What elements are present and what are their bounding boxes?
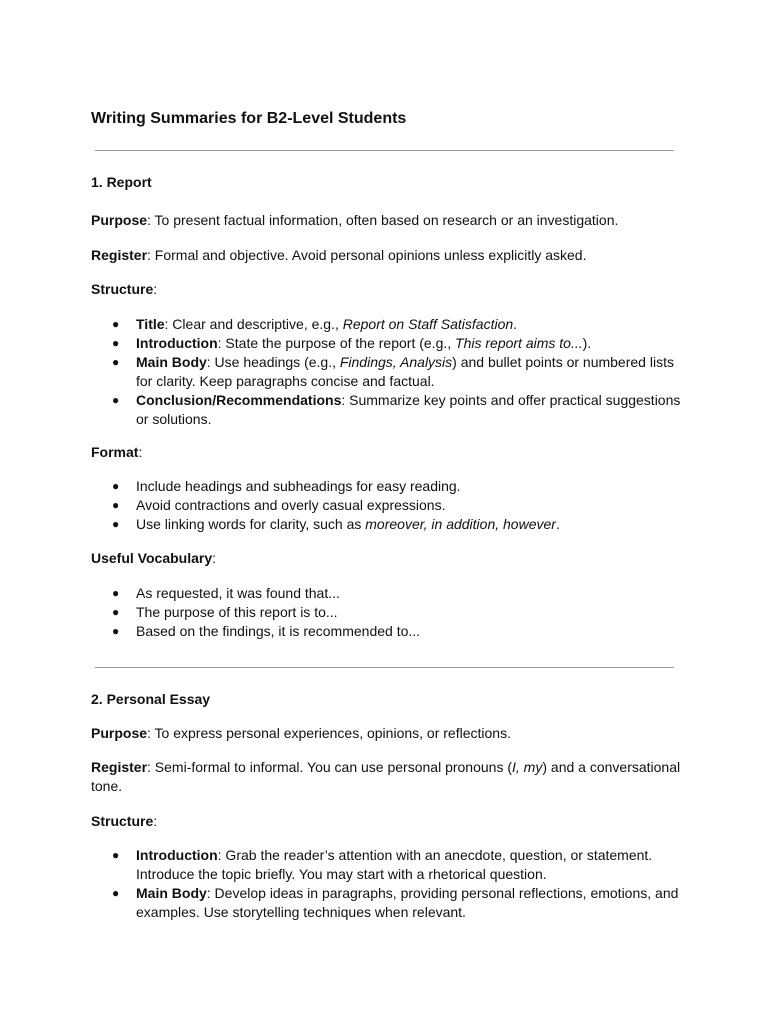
- list-item: ● Title: Clear and descriptive, e.g., Report on Staff Satisfaction.: [112, 316, 518, 332]
- list-item: ● Based on the findings, it is recommended to...: [112, 623, 421, 639]
- format-label: Format: [91, 444, 139, 460]
- list-item: ● Conclusion/Recommendations: Summarize key points and offer practical suggestions or solutions.: [112, 392, 681, 427]
- structure-label: Structure: [91, 281, 154, 297]
- purpose-label: Purpose: [91, 212, 148, 228]
- report-structure-heading: Structure:: [91, 281, 158, 297]
- register-text: : Formal and objective. Avoid personal opinions unless explicitly asked.: [147, 247, 587, 263]
- bullet-icon: ●: [112, 586, 120, 600]
- bullet-icon: ●: [112, 886, 120, 900]
- bullet-icon: ●: [112, 624, 120, 638]
- list-item: ● Introduction: State the purpose of the report (e.g., This report aims to...).: [112, 335, 592, 351]
- divider: [95, 667, 674, 668]
- vocab-label: Useful Vocabulary: [91, 550, 213, 566]
- divider: [95, 150, 674, 151]
- purpose-label: Purpose: [91, 725, 148, 741]
- list-item: ● Main Body: Develop ideas in paragraphs, providing personal reflections, emotions, and examples. Use storytelling techniques when relevant.: [112, 885, 679, 920]
- bullet-icon: ●: [112, 498, 120, 512]
- report-register: [91, 246, 681, 265]
- purpose-text: : To present factual information, often based on research or an investigation.: [147, 212, 619, 228]
- list-item: ● Use linking words for clarity, such as moreover, in addition, however.: [112, 516, 560, 532]
- bullet-icon: ●: [112, 393, 120, 407]
- bullet-icon: ●: [112, 317, 120, 331]
- list-item: ● Main Body: Use headings (e.g., Findings, Analysis) and bullet points or numbered lists for clarity. Keep paragraphs concise and factual.: [112, 354, 674, 389]
- essay-structure-list: [91, 846, 681, 922]
- report-structure-list: [91, 315, 681, 429]
- bullet-icon: ●: [112, 336, 120, 350]
- bullet-icon: ●: [112, 605, 120, 619]
- report-purpose: [91, 211, 681, 230]
- list-item: ● The purpose of this report is to...: [112, 604, 338, 620]
- bullet-icon: ●: [112, 517, 120, 531]
- structure-label: Structure: [91, 813, 154, 829]
- list-item: ● Introduction: Grab the reader’s attention with an anecdote, question, or statement. Introduce the topic briefly. You may start with a rhetorical question.: [112, 847, 653, 882]
- list-item: ● Avoid contractions and overly casual expressions.: [112, 497, 446, 513]
- register-label: Register: [91, 247, 148, 263]
- register-label: Register: [91, 759, 148, 775]
- essay-structure-heading: Structure:: [91, 813, 158, 829]
- bullet-icon: ●: [112, 355, 120, 369]
- report-vocab-list: [91, 584, 681, 641]
- document-title: Writing Summaries for B2-Level Students: [91, 110, 407, 127]
- report-format-heading: Format:: [91, 444, 143, 460]
- list-item: ● Include headings and subheadings for easy reading.: [112, 478, 461, 494]
- bullet-icon: ●: [112, 479, 120, 493]
- essay-purpose: Purpose: To express personal experiences, opinions, or reflections.: [91, 725, 511, 741]
- report-vocab-heading: Useful Vocabulary:: [91, 550, 217, 566]
- bullet-icon: ●: [112, 848, 120, 862]
- report-format-list: [91, 477, 681, 534]
- section-heading-report: 1. Report: [91, 174, 152, 190]
- essay-register: Register: Semi-formal to informal. You can use personal pronouns (I, my) and a conversational tone.: [91, 759, 681, 794]
- section-heading-personal-essay: 2. Personal Essay: [91, 691, 211, 707]
- list-item: ● As requested, it was found that...: [112, 585, 340, 601]
